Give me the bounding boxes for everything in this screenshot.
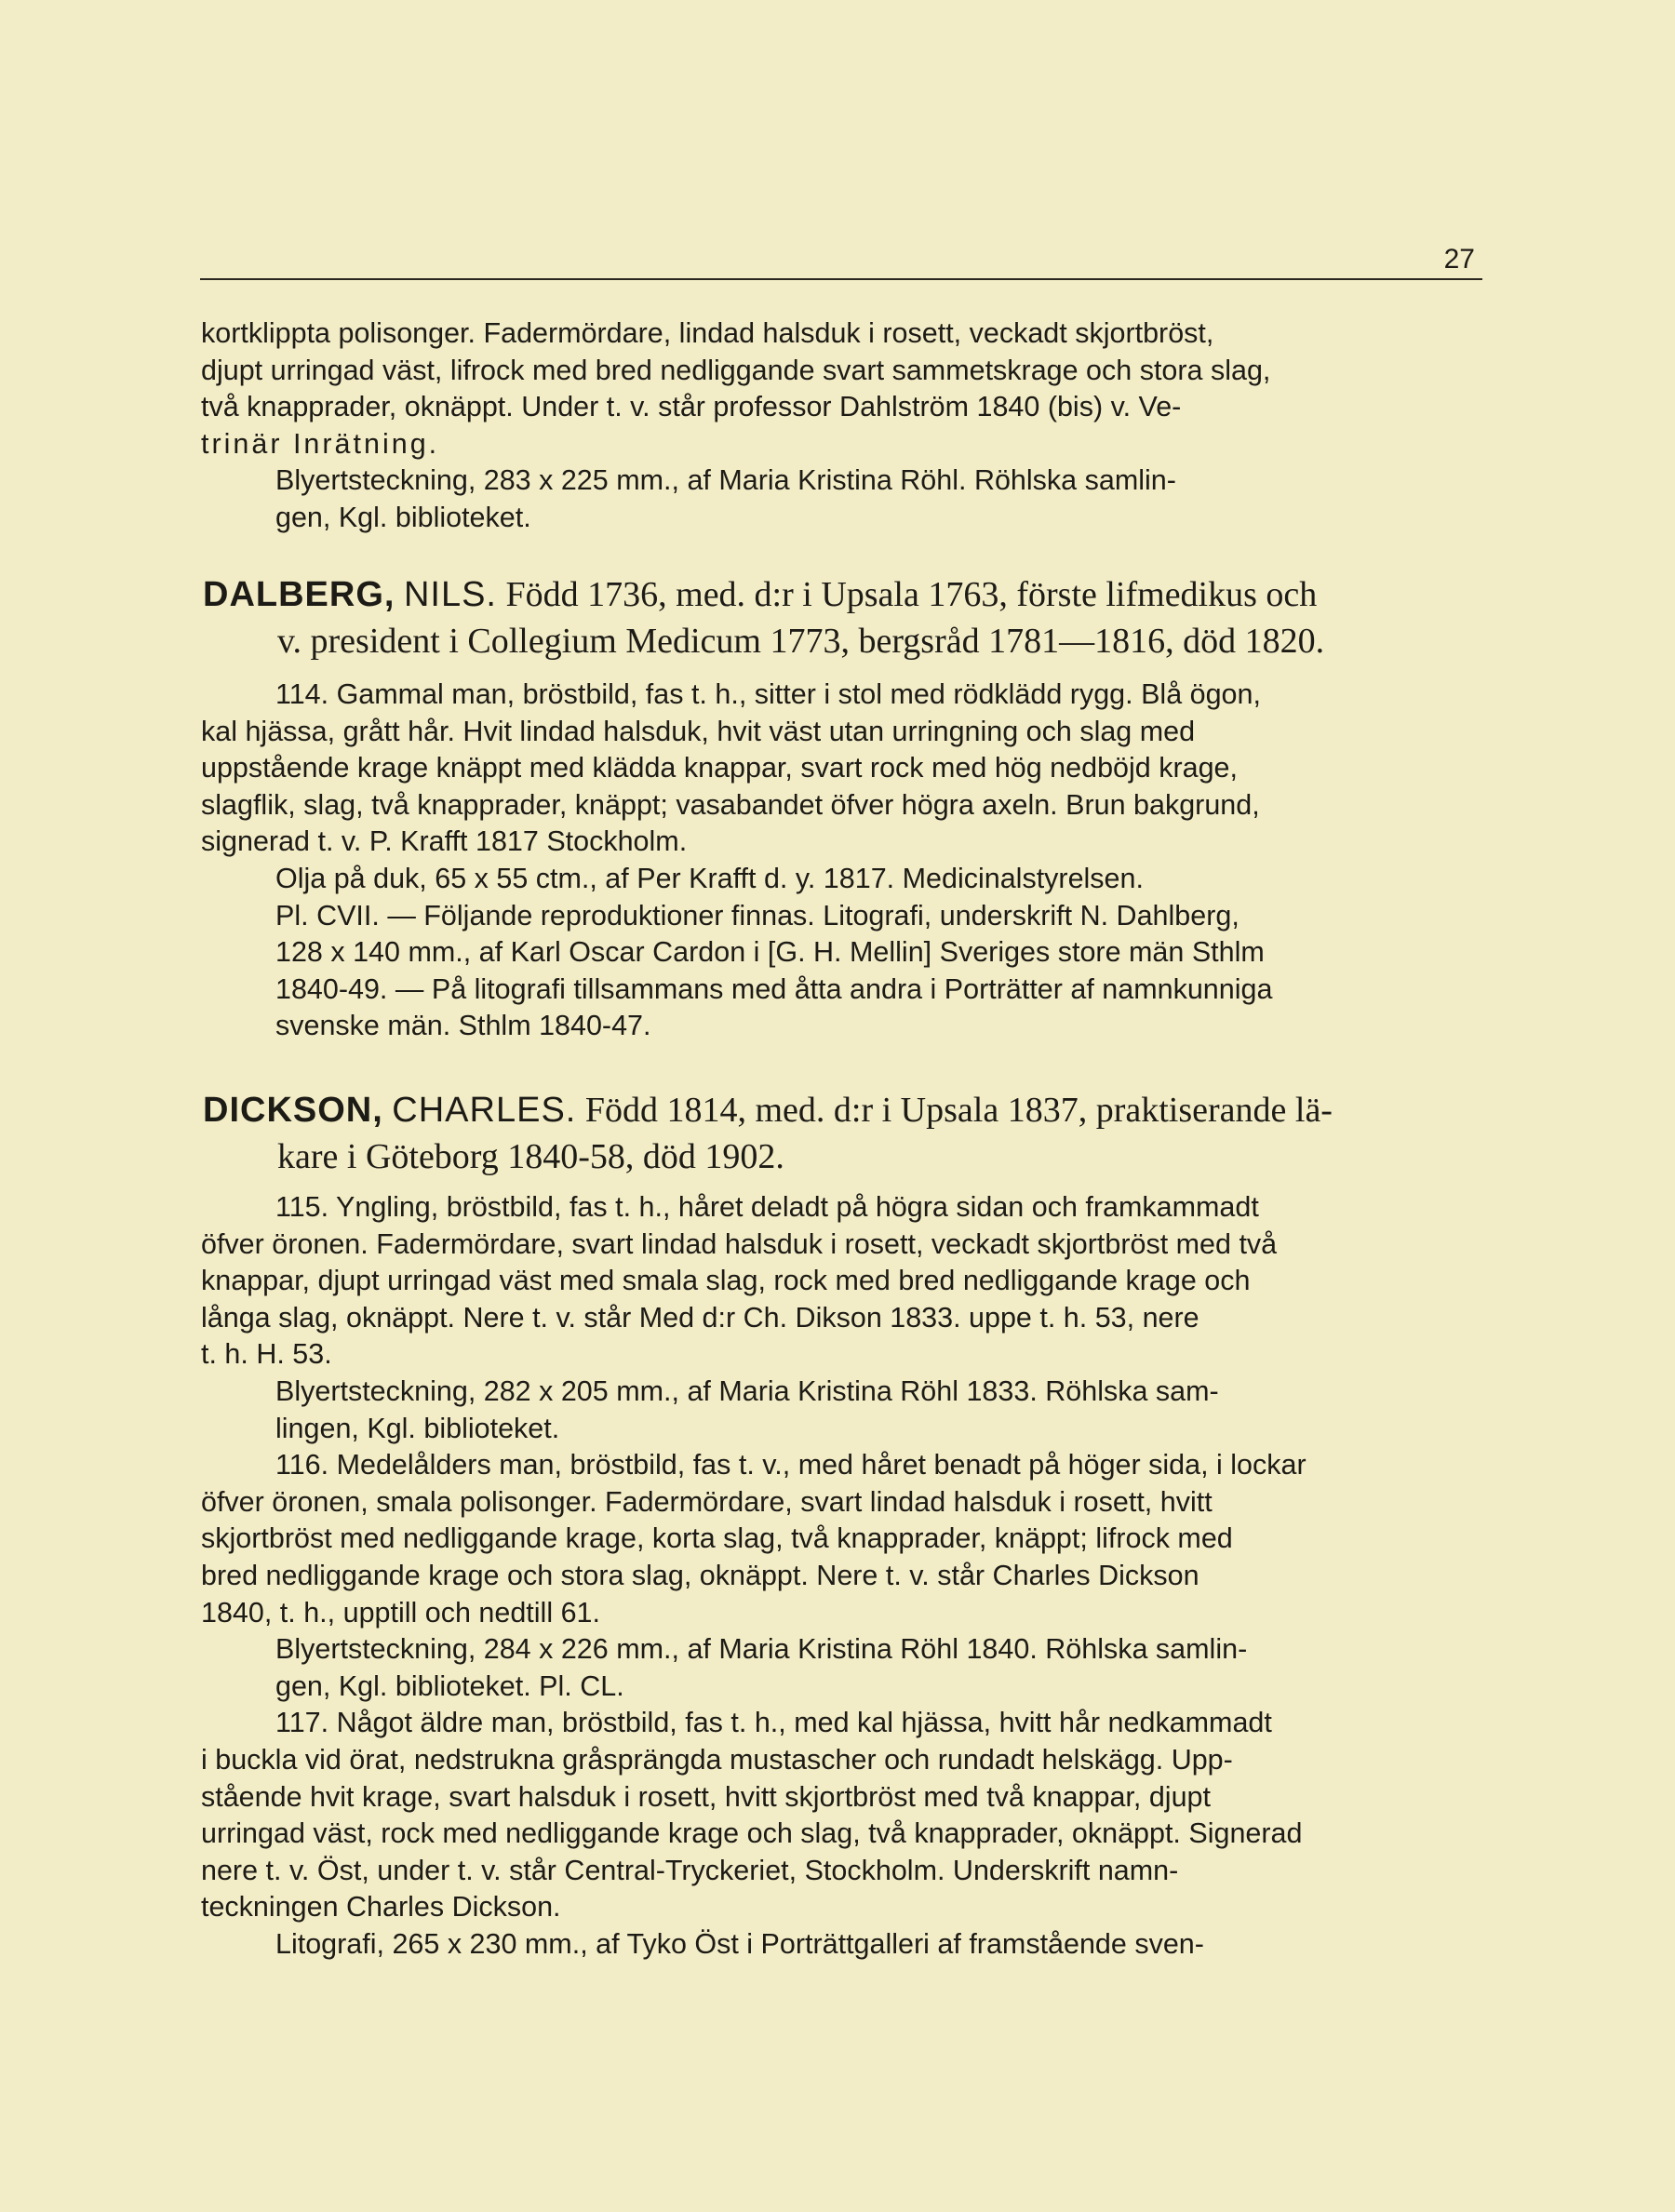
entry-given-name: NILS.	[403, 575, 497, 614]
entry-heading-dalberg	[203, 571, 1480, 664]
text-line: knappar, djupt urringad väst med smala slag, rock med bred nedliggande krage och	[201, 1265, 1251, 1297]
text-line: urringad väst, rock med nedliggande krage och slag, två knapprader, oknäppt. Signerad	[201, 1817, 1303, 1850]
text-line: trinär Inrätning.	[201, 427, 440, 460]
text-line: 1840-49. — På litografi tillsammans med åtta andra i Porträtter af namnkunniga	[275, 972, 1273, 1005]
text-line: långa slag, oknäppt. Nere t. v. står Med d:r Ch. Dikson 1833. uppe t. h. 53, nere	[201, 1301, 1199, 1334]
text-line: Blyertsteckning, 284 x 226 mm., af Maria Kristina Röhl 1840. Röhlska samlin-	[275, 1633, 1248, 1666]
text-line: kal hjässa, grått hår. Hvit lindad halsduk, hvit väst utan urringning och slag med	[201, 715, 1196, 747]
text-line: Pl. CVII. — Följande reproduktioner finnas. Litografi, underskrift N. Dahlberg,	[275, 899, 1240, 932]
text-line: gen, Kgl. biblioteket.	[275, 501, 531, 533]
text-line: signerad t. v. P. Krafft 1817 Stockholm.	[201, 825, 688, 858]
entry-surname: DALBERG,	[203, 575, 395, 614]
text-line: lingen, Kgl. biblioteket.	[275, 1412, 560, 1444]
text-line: två knapprader, oknäppt. Under t. v. står professor Dahlström 1840 (bis) v. Ve-	[201, 391, 1182, 423]
text-line: kortklippta polisonger. Fadermördare, lindad halsduk i rosett, veckadt skjortbröst,	[201, 317, 1214, 349]
text-line: öfver öronen, smala polisonger. Fadermördare, svart lindad halsduk i rosett, hvitt	[201, 1485, 1213, 1518]
text-line: slagflik, slag, två knapprader, knäppt; vasabandet öfver högra axeln. Brun bakgrund,	[201, 788, 1260, 821]
text-line: 128 x 140 mm., af Karl Oscar Cardon i [G. H. Mellin] Sveriges store män Sthlm	[275, 936, 1265, 969]
heading-line: Född 1814, med. d:r i Upsala 1837, praktiserande lä-	[584, 1091, 1333, 1130]
text-line: stående hvit krage, svart halsduk i rosett, hvitt skjortbröst med två knappar, djupt	[201, 1780, 1211, 1813]
text-line: öfver öronen. Fadermördare, svart lindad halsduk i rosett, veckadt skjortbröst med två	[201, 1227, 1278, 1260]
text-line: 1840, t. h., upptill och nedtill 61.	[201, 1596, 600, 1629]
header-rule	[200, 278, 1482, 280]
entry-surname: DICKSON,	[203, 1091, 383, 1130]
entry-given-name: CHARLES.	[392, 1091, 577, 1130]
text-line: Blyertsteckning, 282 x 205 mm., af Maria Kristina Röhl 1833. Röhlska sam-	[275, 1374, 1219, 1407]
text-line: Litografi, 265 x 230 mm., af Tyko Öst i Porträttgalleri af framstående sven-	[275, 1927, 1204, 1960]
entry-body-dickson	[201, 1189, 1478, 1963]
text-line: 117. Något äldre man, bröstbild, fas t. h., med kal hjässa, hvitt hår nedkammadt	[275, 1707, 1272, 1739]
text-line: bred nedliggande krage och stora slag, oknäppt. Nere t. v. står Charles Dickson	[201, 1559, 1199, 1591]
heading-line: v. president i Collegium Medicum 1773, bergsråd 1781—1816, död 1820.	[277, 622, 1325, 661]
text-line: 115. Yngling, bröstbild, fas t. h., håret deladt på högra sidan och framkammadt	[275, 1191, 1259, 1223]
text-line: 116. Medelålders man, bröstbild, fas t. v., med håret benadt på höger sida, i lockar	[275, 1449, 1306, 1481]
entry-body-dalberg	[201, 677, 1478, 1045]
text-line: gen, Kgl. biblioteket. Pl. CL.	[275, 1669, 624, 1702]
text-line: skjortbröst med nedliggande krage, korta slag, två knapprader, knäppt; lifrock med	[201, 1522, 1233, 1555]
text-line: 114. Gammal man, bröstbild, fas t. h., sitter i stol med rödklädd rygg. Blå ögon,	[275, 678, 1261, 710]
text-line: Blyertsteckning, 283 x 225 mm., af Maria Kristina Röhl. Röhlska samlin-	[275, 464, 1176, 497]
entry-heading-dickson	[203, 1087, 1480, 1180]
heading-line: Född 1736, med. d:r i Upsala 1763, förste lifmedikus och	[505, 575, 1318, 614]
text-line: djupt urringad väst, lifrock med bred nedliggande svart sammetskrage och stora slag,	[201, 354, 1271, 386]
text-line: i buckla vid örat, nedstrukna gråsprängda mustascher och rundadt helskägg. Upp-	[201, 1743, 1233, 1776]
page-number: 27	[1443, 244, 1475, 275]
text-line: t. h. H. 53.	[201, 1338, 332, 1371]
text-line: teckningen Charles Dickson.	[201, 1891, 561, 1924]
continuation-text	[201, 315, 1478, 537]
text-line: Olja på duk, 65 x 55 ctm., af Per Krafft d. y. 1817. Medicinalstyrelsen.	[275, 862, 1144, 894]
text-line: nere t. v. Öst, under t. v. står Central-Tryckeriet, Stockholm. Underskrift namn-	[201, 1854, 1179, 1886]
heading-line: kare i Göteborg 1840-58, död 1902.	[277, 1137, 784, 1176]
text-line: uppstående krage knäppt med klädda knappar, svart rock med hög nedböjd krage,	[201, 752, 1238, 784]
text-line: svenske män. Sthlm 1840-47.	[275, 1010, 651, 1042]
